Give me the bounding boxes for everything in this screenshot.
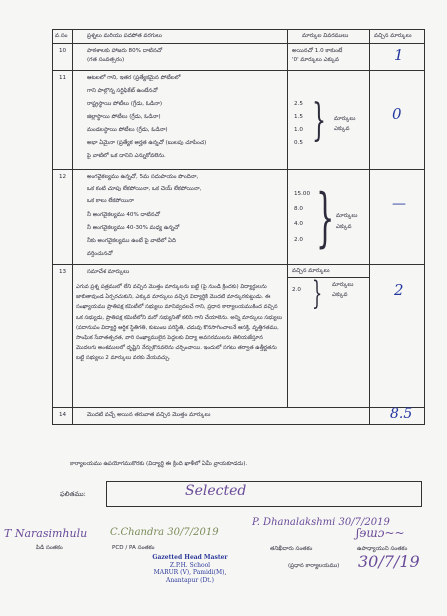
- signature-pd: T Narasimhulu: [4, 527, 88, 540]
- row-text-line: నీ అంగవైకల్యము 40% దాటినచో: [87, 212, 160, 218]
- head-office-label: (ప్రధాన కార్యాలయము): [288, 563, 340, 569]
- row-no: 12: [59, 174, 67, 180]
- row-text-line: మొదటి వచ్చే అయిన తరువాత వచ్చిన మొత్తం మార్కులు: [87, 412, 211, 418]
- curly-brace: }: [316, 181, 335, 255]
- marks-value: 2.5: [294, 101, 303, 107]
- signature-pcd: C.Chandra 30/7/2019: [110, 527, 219, 538]
- row-text-line: ఒక కాలు లేకపోయినా: [87, 198, 134, 204]
- row-no: 11: [59, 75, 67, 81]
- table-row-11: [53, 71, 425, 170]
- table-row-12: [53, 170, 425, 265]
- header-question: ప్రశ్నలు మరియు పదపోత వరగులు: [73, 30, 288, 44]
- marks-label: ఎక్కువ: [332, 292, 348, 298]
- row-text-line: అభా ఏమైనా (ప్రత్యేక అర్హత ఉన్నచో (బులపు చూపించ): [87, 140, 207, 146]
- marks-divider: [288, 277, 370, 278]
- signature-teacher: ʃɘɯɔ~~: [356, 526, 405, 540]
- role-teacher: ఉపాధ్యాయుని సంతకం: [357, 546, 408, 552]
- row-text-line: నీ అంగవైకల్యము 40-30% మధ్య ఉన్నచో: [87, 225, 180, 231]
- row-no: 10: [59, 48, 67, 54]
- date-handwritten: 30/7/19: [358, 552, 420, 571]
- stamp-line: MARUR (V), Pamidi(M),: [153, 569, 227, 576]
- marks-text: అయినచో 1.0 కాకుంటే: [292, 48, 343, 54]
- marks-subheader: వచ్చిన మార్కులు: [292, 268, 330, 274]
- row-text-line: పై వాటిలో ఒక దానిని ఎన్నుకోవలెను.: [87, 153, 166, 159]
- row-text-line: రాష్ట్రస్థాయి పోటీలు (గ్రేడు, ఓడినా): [87, 101, 163, 107]
- header-marks-details: మార్కుల వివరములు: [288, 30, 370, 44]
- marks-value: 15.00: [294, 191, 311, 197]
- marks-value: 2.0: [292, 287, 301, 293]
- row-text-line: వర్తించునచో: [87, 251, 113, 257]
- header-obtained: వచ్చిన మార్కులు: [370, 30, 425, 44]
- table-header-row: [53, 30, 425, 44]
- total-mark-handwritten: 8.5: [390, 406, 413, 422]
- stamp-line: Gazetted Head Master: [152, 554, 228, 561]
- header-no: వ.సం: [53, 30, 73, 44]
- row-text-line: పాఠశాలకు హాజరు 80% దాటినచో: [87, 48, 163, 54]
- marks-value: 2.0: [294, 237, 303, 243]
- row-text-line: ఒక కంటి చూపు లేకపోయినా, ఒక చెయ్ లేకపోయినా,: [87, 186, 202, 192]
- school-stamp: [148, 554, 232, 584]
- table-row-14: [53, 408, 425, 425]
- row-text-line: గాని పాల్గొన్న సర్టిఫికేట్ ఉంటేనచో: [87, 88, 158, 94]
- marks-label: మార్కులు: [332, 282, 354, 288]
- curly-brace: }: [312, 274, 323, 312]
- row-text-line: ఆటలలో గాని, ఇతర (ప్రత్యేకమైన పోటీలలో: [87, 75, 181, 81]
- row-text-line: నీకు అంగవైకల్యము ఉంటే పై వాటిలో ఏది: [87, 238, 176, 244]
- marks-value: 1.0: [294, 127, 303, 133]
- result-label: ఫలితము:: [60, 490, 86, 498]
- row-text-line: మండలస్థాయి పోటీలు (గ్రేడు, ఓడినా): [87, 127, 168, 133]
- marks-label: మార్కులు: [336, 213, 358, 219]
- obtained-mark-handwritten: 2: [394, 281, 404, 299]
- row-no: 13: [59, 269, 67, 275]
- row-paragraph: ఎగువ ప్రశ్న పత్రములో లేని వచ్చిన మొత్తం మార్కులను బట్టి (పై నుండి క్రిందకు) విద్యార్థులను జాబితావుండ ఏర్పరచుకుని, ఎక్కువ మార్కులు వచ్చిన విద్యార్థికి మొదటి మార్కురకుట్టుడు. ఈ సంఖ్యాయము ప్రాతిపక్ష కమిటీలో సభ్యులు మానివ్వదలచే గాని, ప్రధాన కార్యాలయముకింద వచ్చిన ఒక సభ్యుడు, ప్రాతిపక్ష కమిటీలోని మరో సభ్యునితో కలిసి గాని చేయాలెను. అన్ని మార్కులు సభ్యులు (పదానుపం విద్యార్థి ఆర్థిక స్థితిగతి, కుటుంబ పరిస్థితి, చదువు కొనసాగించాలనే ఆసక్తి, వృత్తిగతము, సాంఘిక సేవాతత్పరత, వారి సంఖ్యాములైన పెద్దలకు విద్యా అవసరములను తెలియజేస్తూన మొదలగు అంశములలో దృష్టిని నేర్చుకొనవలెను చర్చించాయి. ఇందులో సగటు తర్వాత ఉత్తీర్ణతను బట్టి సభ్యులు 2 మార్కులు వరకు వేయవచ్చు.: [76, 284, 283, 362]
- row-no: 14: [59, 412, 67, 418]
- obtained-mark-handwritten: 1: [394, 46, 404, 64]
- table-row-10: [53, 44, 425, 71]
- stamp-line: Anantapur (Dt.): [166, 576, 214, 584]
- row-text-line: (గత సంవత్సరం): [87, 57, 125, 63]
- marks-label: ఎక్కువ: [336, 224, 352, 230]
- stamp-line: Z.P.H. School: [169, 561, 211, 569]
- marks-value: 8.0: [294, 206, 303, 212]
- marks-value: 1.5: [294, 114, 303, 120]
- office-use-note: కార్యాలయము ఉపయోగముకొరకు (విద్యార్థి ఈ క్రింది ఖాళీలో ఏమీ వ్రాయకూడదు).: [70, 461, 248, 467]
- marks-value: 4.0: [294, 221, 303, 227]
- role-inspector: తనిఖీదారు సంతకం: [270, 546, 313, 552]
- marks-text: '0' మార్కులు ఎక్కువ: [292, 57, 340, 63]
- marks-label: మార్కులు: [334, 116, 356, 122]
- result-box: [106, 481, 422, 507]
- curly-brace: }: [312, 95, 326, 146]
- obtained-mark-handwritten: 0: [392, 105, 402, 123]
- role-pd: పిడి సంతకం: [36, 545, 63, 551]
- role-pcd: PCD / PA సంతకం: [112, 545, 155, 551]
- marks-label: ఎక్కువ: [334, 126, 350, 132]
- signature-inspector: P. Dhanalakshmi 30/7/2019: [252, 517, 390, 528]
- table-row-13: [53, 265, 425, 408]
- obtained-mark-handwritten: —: [392, 196, 406, 212]
- marks-table: [52, 29, 425, 425]
- marks-value: 0.5: [294, 140, 303, 146]
- result-handwritten: Selected: [185, 483, 247, 499]
- row-title: సమాచేశ మార్కులు: [87, 269, 130, 275]
- row-text-line: అంగవైకల్యము ఉన్నచో, 5మ సదుపాయం పొందినా,: [87, 174, 199, 180]
- row-text-line: జిల్లాస్థాయి పోటీలు (గ్రేడు, ఓడినా): [87, 114, 161, 120]
